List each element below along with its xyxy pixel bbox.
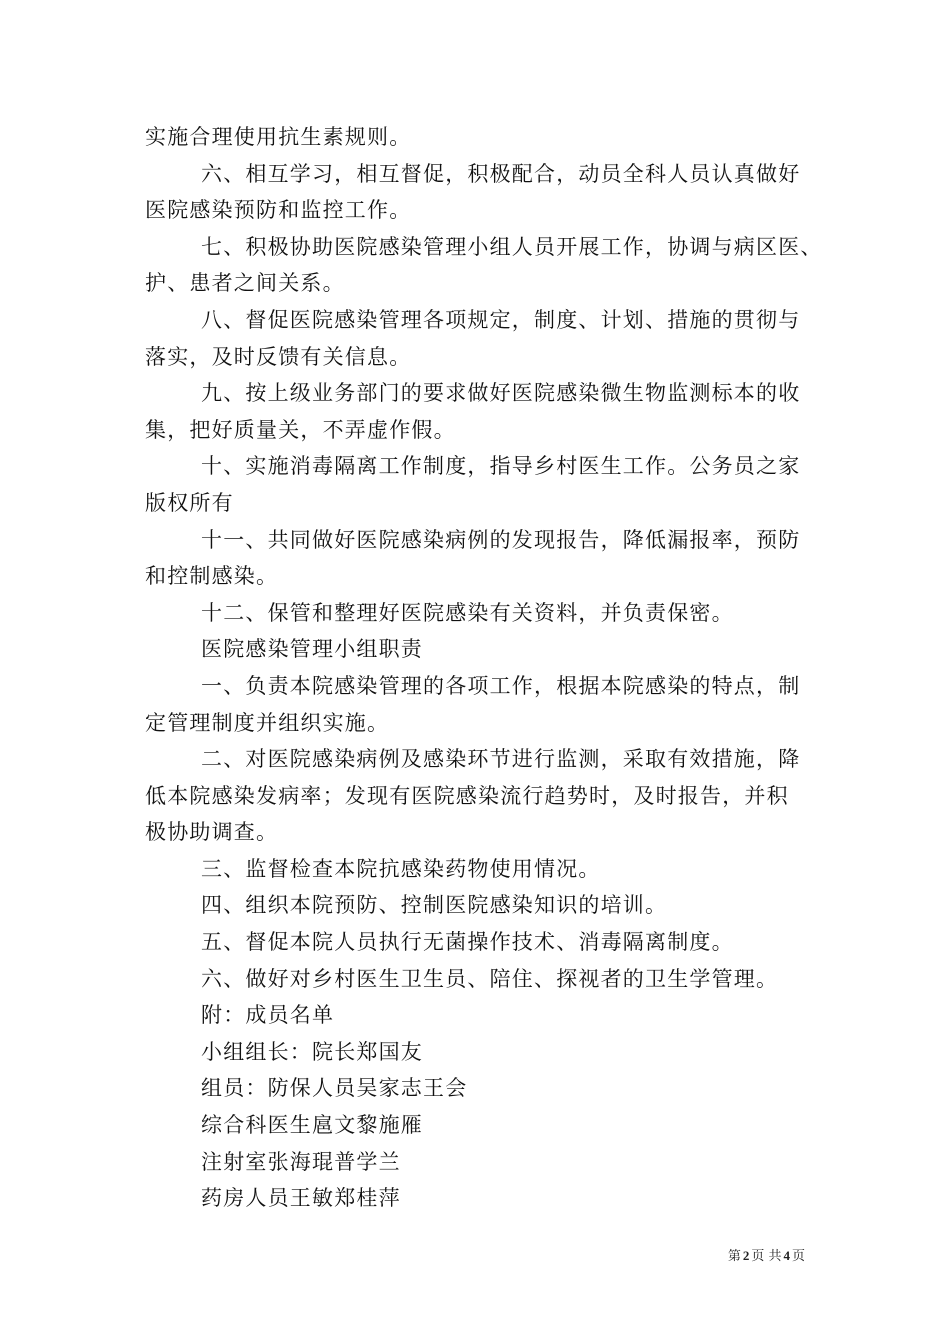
text-line: 八、督促医院感染管理各项规定，制度、计划、措施的贯彻与 — [201, 307, 801, 332]
text-line: 综合科医生扈文黎施雁 — [201, 1113, 423, 1138]
text-line: 医院感染管理小组职责 — [201, 637, 423, 662]
footer-prefix: 第 — [727, 1249, 741, 1264]
current-page-number: 2 — [742, 1248, 750, 1263]
text-line: 二、对医院感染病例及感染环节进行监测，采取有效措施，降 — [201, 747, 801, 772]
footer-middle: 页 共 — [751, 1249, 782, 1264]
text-line: 十一、共同做好医院感染病例的发现报告，降低漏报率，预防 — [201, 527, 801, 552]
text-line: 实施合理使用抗生素规则。 — [145, 125, 412, 149]
text-line: 十、实施消毒隔离工作制度，指导乡村医生工作。公务员之家 — [201, 454, 801, 479]
total-pages-number: 4 — [783, 1248, 790, 1263]
page-footer — [728, 1247, 805, 1266]
text-line: 小组组长：院长郑国友 — [201, 1039, 423, 1064]
text-line: 六、做好对乡村医生卫生员、陪住、探视者的卫生学管理。 — [201, 966, 779, 991]
text-line: 极协助调查。 — [145, 820, 279, 845]
text-line: 低本院感染发病率；发现有医院感染流行趋势时，及时报告，并积 — [145, 783, 789, 808]
footer-suffix: 页 — [791, 1249, 805, 1264]
text-line: 七、积极协助医院感染管理小组人员开展工作，协调与病区医、 — [201, 234, 823, 259]
text-line: 落实，及时反馈有关信息。 — [145, 344, 412, 369]
text-line: 组员：防保人员吴家志王会 — [201, 1076, 468, 1101]
document-body — [145, 119, 845, 1217]
text-line: 三、监督检查本院抗感染药物使用情况。 — [201, 856, 601, 881]
text-line: 版权所有 — [145, 490, 234, 515]
text-line: 注射室张海琨普学兰 — [201, 1149, 401, 1174]
text-line: 附：成员名单 — [201, 1003, 335, 1028]
text-line: 定管理制度并组织实施。 — [145, 710, 390, 735]
text-line: 六、相互学习，相互督促，积极配合，动员全科人员认真做好 — [201, 161, 801, 186]
text-line: 医院感染预防和监控工作。 — [145, 198, 412, 223]
text-line: 一、负责本院感染管理的各项工作，根据本院感染的特点，制 — [201, 673, 801, 698]
text-line: 五、督促本院人员执行无菌操作技术、消毒隔离制度。 — [201, 930, 734, 955]
text-line: 四、组织本院预防、控制医院感染知识的培训。 — [201, 893, 668, 918]
text-line: 护、患者之间关系。 — [145, 271, 345, 296]
text-line: 药房人员王敏郑桂萍 — [201, 1186, 401, 1211]
text-line: 九、按上级业务部门的要求做好医院感染微生物监测标本的收 — [201, 381, 801, 406]
text-line: 十二、保管和整理好医院感染有关资料，并负责保密。 — [201, 600, 734, 625]
text-line: 和控制感染。 — [145, 564, 279, 589]
text-line: 集，把好质量关，不弄虚作假。 — [145, 417, 456, 442]
